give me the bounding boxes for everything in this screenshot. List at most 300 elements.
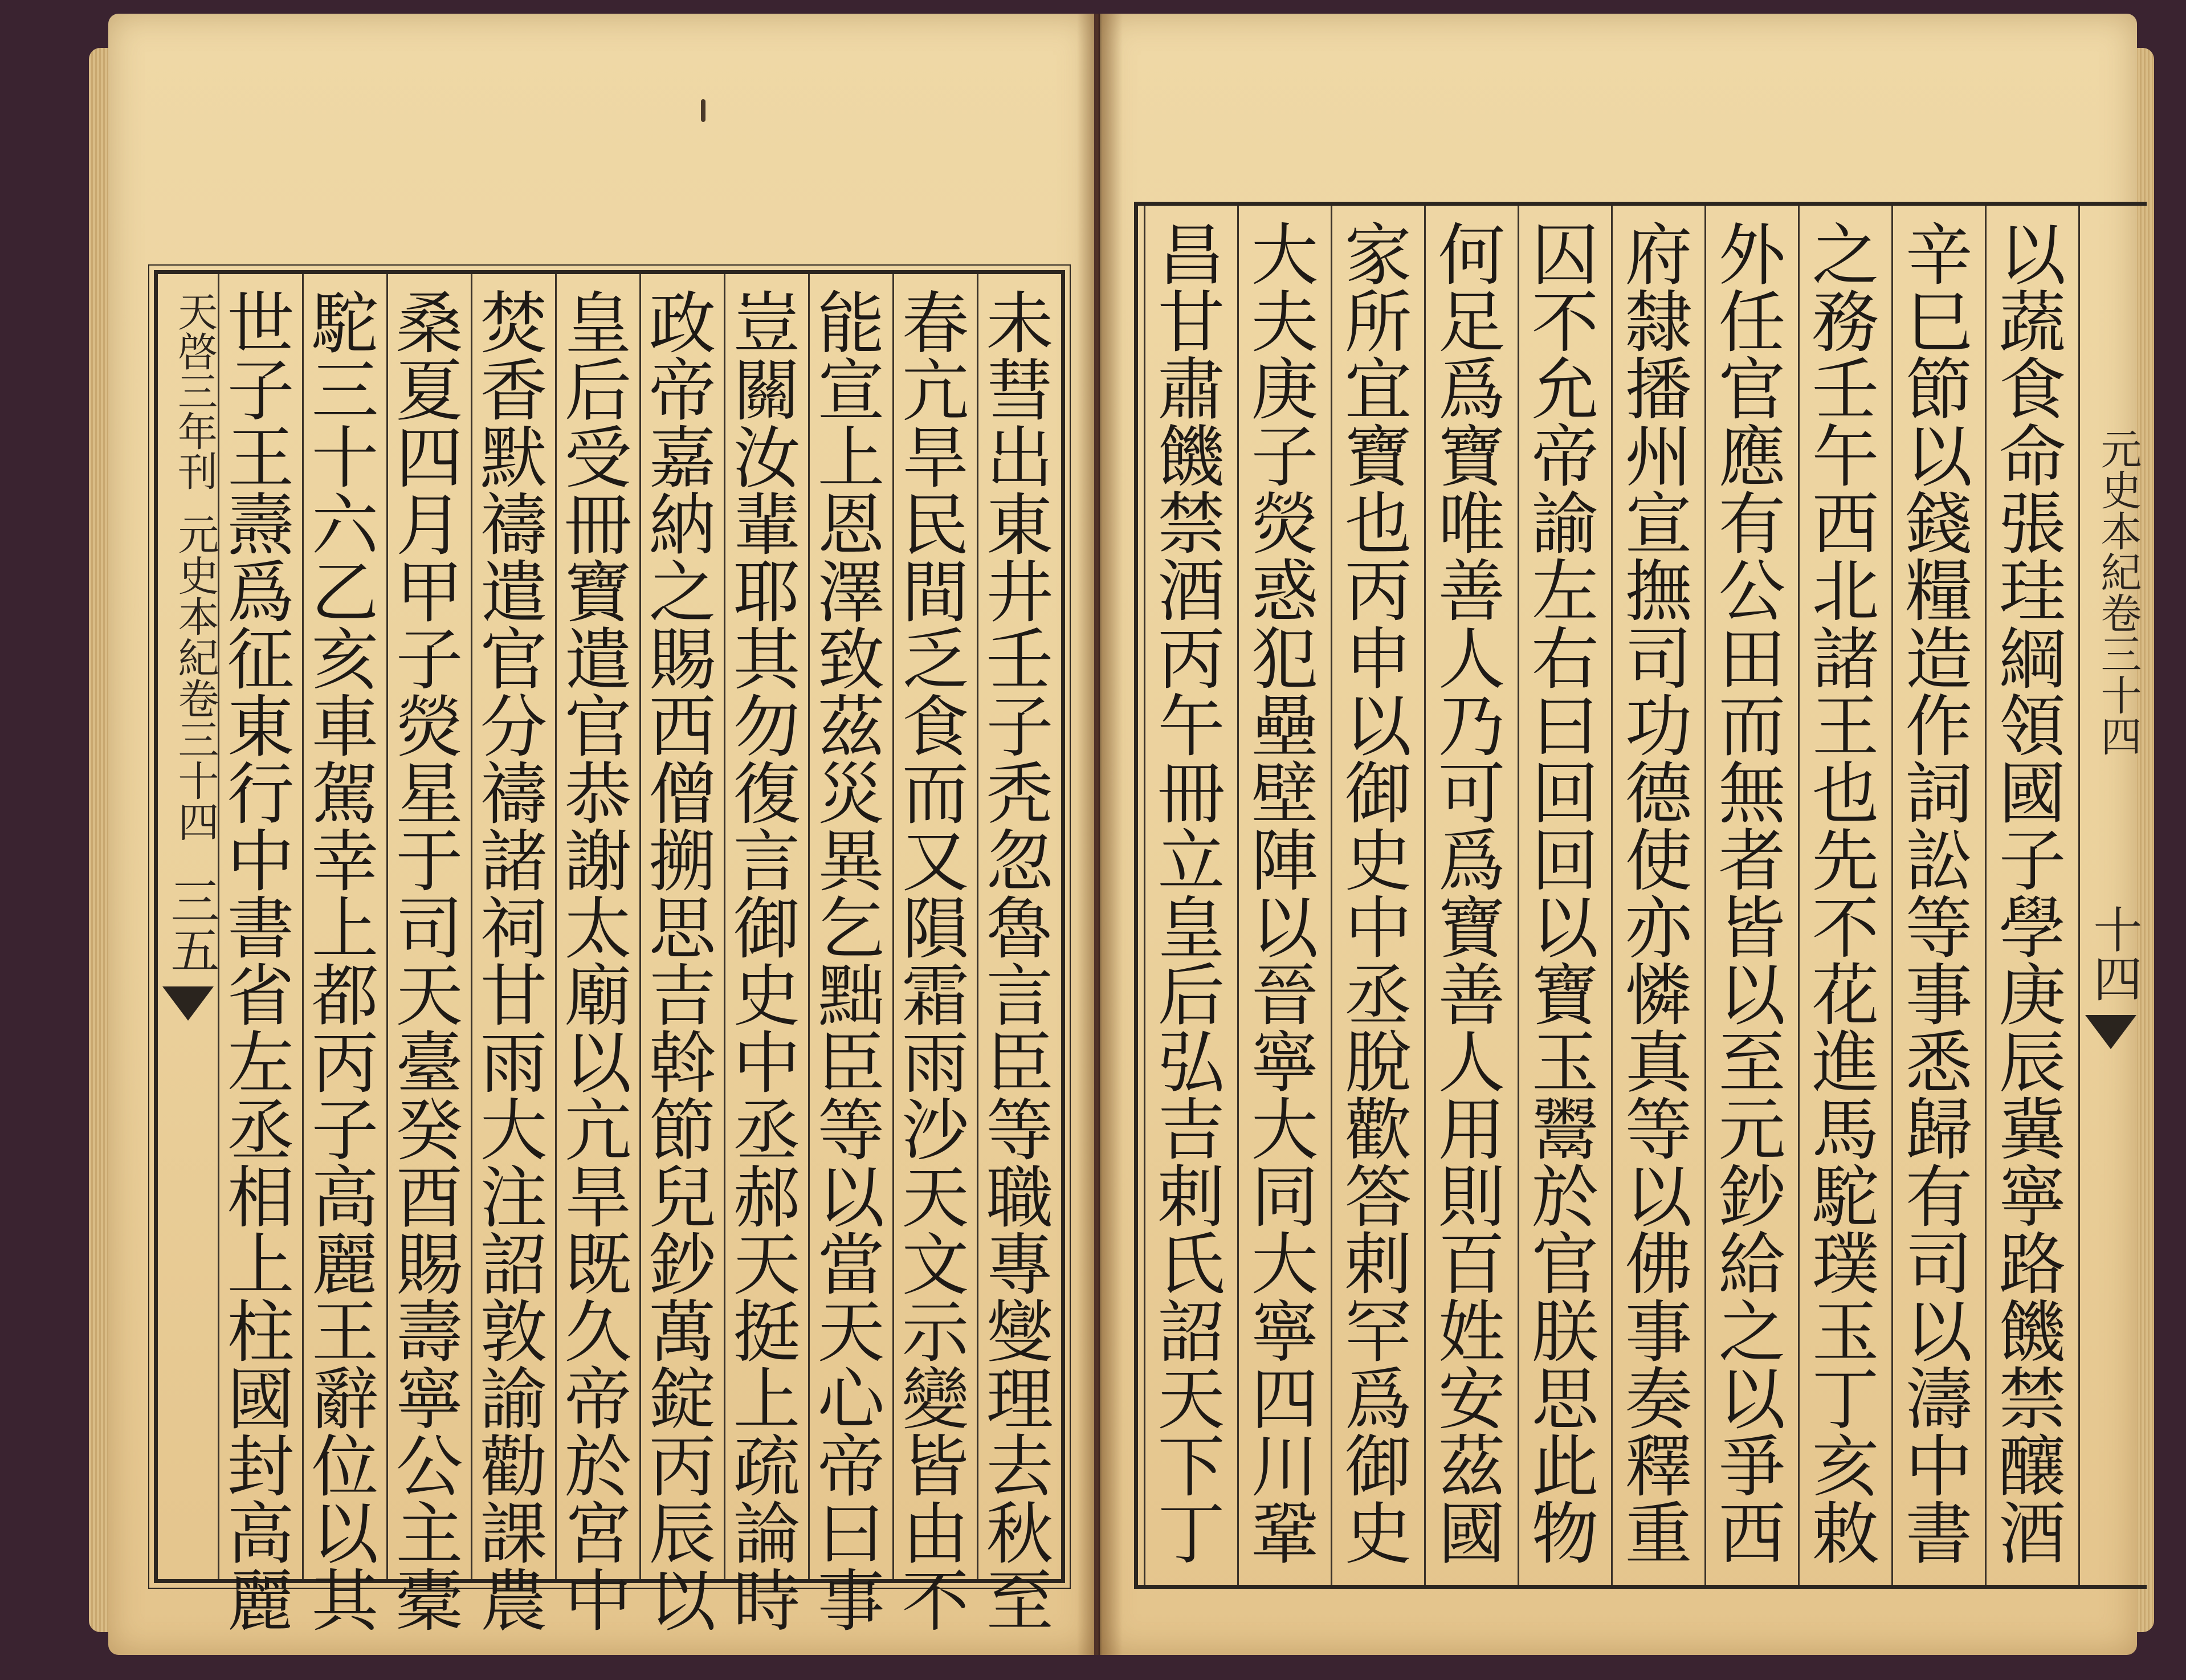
column-character: 麗: [227, 1562, 295, 1641]
book-gutter: [1077, 14, 1123, 1655]
column-character: 六: [311, 486, 379, 565]
column-character: 熒: [1251, 485, 1319, 564]
column-character: 功: [1625, 687, 1692, 766]
column-character: 何: [1438, 216, 1506, 295]
column-character: 分: [480, 688, 548, 766]
column-character: 壘: [1251, 687, 1319, 766]
column-character: 辭: [311, 1360, 379, 1439]
column-character: 饑: [1999, 1292, 2066, 1372]
column-character: 司: [395, 890, 463, 968]
column-character: 無: [1718, 754, 1786, 833]
column-character: 官: [1718, 350, 1786, 430]
column-character: 有: [1718, 485, 1786, 564]
column-character: 壬: [986, 621, 1054, 699]
column-character: 諭: [1531, 485, 1599, 564]
column-character: 先: [1812, 821, 1879, 900]
column-character: 天: [395, 957, 463, 1035]
column-character: 帝: [564, 1360, 632, 1439]
column-character: 史: [1344, 1494, 1412, 1573]
book-title-label: 元史本紀卷三十四: [2094, 428, 2142, 756]
column-character: 命: [1999, 418, 2066, 497]
column-character: 言: [986, 957, 1054, 1035]
column-character: 高: [227, 1495, 295, 1573]
leaf-number: 三五: [162, 876, 219, 974]
column-character: 燾: [227, 486, 295, 565]
column-character: 肅: [1157, 350, 1225, 430]
column-character: 寶: [564, 553, 632, 632]
column-character: 焚: [480, 284, 548, 363]
column-character: 夏: [395, 352, 463, 430]
column-character: 璞: [1812, 1225, 1879, 1304]
column-character: 以: [1999, 216, 2066, 295]
column-character: 行: [227, 755, 295, 834]
column-character: 主: [395, 1495, 463, 1573]
column-character: 帝: [1531, 418, 1599, 497]
column-character: 爲: [1344, 1360, 1412, 1439]
column-character: 右: [1531, 619, 1599, 699]
column-character: 冀: [1999, 1091, 2066, 1170]
column-character: 玉: [1531, 1024, 1599, 1103]
column-character: 雨: [902, 1024, 969, 1103]
column-character: 疏: [733, 1428, 801, 1506]
column-character: 王: [1812, 687, 1879, 766]
column-character: 則: [1438, 1158, 1506, 1237]
column-character: 井: [986, 553, 1054, 632]
column-character: 重: [1625, 1494, 1692, 1573]
column-character: 中: [1344, 888, 1412, 968]
column-character: 巳: [1905, 283, 1973, 362]
column-character: 十: [311, 419, 379, 498]
column-character: 后: [1157, 956, 1225, 1035]
column-character: 橐: [395, 1562, 463, 1641]
column-character: 丞: [733, 1091, 801, 1170]
text-column: [1891, 206, 1985, 1585]
column-character: 茲: [1438, 1427, 1506, 1506]
column-character: 冊: [1157, 754, 1225, 833]
column-character: 辰: [1999, 1024, 2066, 1103]
column-character: 文: [902, 1226, 969, 1304]
column-character: 四: [395, 419, 463, 498]
text-column: [386, 274, 471, 1641]
column-character: 御: [1344, 1427, 1412, 1506]
column-character: 鞏: [1251, 1494, 1319, 1573]
column-character: 州: [1625, 418, 1692, 497]
column-character: 歸: [1905, 1091, 1973, 1170]
column-character: 受: [564, 419, 632, 498]
column-character: 甘: [480, 957, 548, 1035]
column-character: 善: [1438, 552, 1506, 631]
column-character: 丁: [1812, 1360, 1879, 1439]
column-character: 天: [1157, 1360, 1225, 1439]
column-character: 玉: [1812, 1292, 1879, 1372]
column-character: 訟: [1905, 821, 1973, 900]
column-character: 之: [1718, 1292, 1786, 1372]
column-character: 以: [1531, 888, 1599, 968]
column-character: 糧: [1905, 552, 1973, 631]
column-character: 民: [902, 486, 969, 565]
column-character: 左: [1531, 552, 1599, 631]
column-character: 真: [1625, 1024, 1692, 1103]
column-character: 耶: [733, 553, 801, 632]
column-character: 領: [1999, 687, 2066, 766]
column-character: 可: [1438, 754, 1506, 833]
right-text-frame: [1134, 202, 2147, 1589]
ink-blot: [701, 99, 705, 122]
column-character: 剌: [1157, 1158, 1225, 1237]
column-character: 以: [1251, 888, 1319, 968]
column-character: 釀: [1999, 1427, 2066, 1506]
column-character: 郝: [733, 1159, 801, 1237]
column-character: 言: [733, 822, 801, 901]
column-character: 既: [564, 1226, 632, 1304]
column-character: 酉: [395, 1159, 463, 1237]
column-character: 以: [1625, 1158, 1692, 1237]
column-character: 災: [817, 755, 885, 834]
column-character: 甘: [1157, 283, 1225, 362]
column-character: 播: [1625, 350, 1692, 430]
column-character: 廟: [564, 957, 632, 1035]
column-character: 以: [1905, 1292, 1973, 1372]
column-character: 忽: [986, 822, 1054, 901]
column-character: 車: [311, 688, 379, 766]
column-character: 黜: [817, 957, 885, 1035]
column-character: 位: [311, 1428, 379, 1506]
column-character: 囚: [1531, 216, 1599, 295]
column-character: 冊: [564, 486, 632, 565]
column-character: 詞: [1905, 754, 1973, 833]
column-character: 庚: [1999, 956, 2066, 1035]
column-character: 作: [1905, 687, 1973, 766]
column-character: 恩: [817, 486, 885, 565]
column-character: 田: [1718, 619, 1786, 699]
column-character: 復: [733, 755, 801, 834]
column-character: 亢: [564, 1091, 632, 1170]
column-character: 駝: [1812, 1158, 1879, 1237]
column-character: 錠: [649, 1360, 716, 1439]
column-character: 爲: [1438, 821, 1506, 900]
column-character: 此: [1531, 1427, 1599, 1506]
column-character: 學: [1999, 888, 2066, 968]
column-character: 物: [1531, 1494, 1599, 1573]
text-column: [1985, 206, 2078, 1585]
column-character: 回: [1531, 754, 1599, 833]
column-character: 變: [902, 1360, 969, 1439]
column-character: 朕: [1531, 1292, 1599, 1372]
column-character: 麗: [311, 1226, 379, 1304]
column-character: 默: [480, 419, 548, 498]
column-character: 思: [649, 890, 716, 968]
column-character: 節: [1905, 350, 1973, 430]
column-character: 史: [1344, 821, 1412, 900]
column-character: 等: [817, 1091, 885, 1170]
column-character: 秃: [986, 755, 1054, 834]
column-character: 壬: [1812, 350, 1879, 430]
column-character: 外: [1718, 216, 1786, 295]
column-character: 爲: [1438, 350, 1506, 430]
column-character: 以: [649, 1562, 716, 1641]
column-character: 進: [1812, 1024, 1879, 1103]
column-character: 濤: [1905, 1360, 1973, 1439]
column-character: 熒: [395, 688, 463, 766]
text-column: [1704, 206, 1798, 1585]
column-character: 西: [1812, 485, 1879, 564]
column-character: 使: [1625, 821, 1692, 900]
column-character: 澤: [817, 553, 885, 632]
column-character: 搠: [649, 822, 716, 901]
column-character: 任: [1718, 283, 1786, 362]
column-character: 皆: [1718, 888, 1786, 968]
column-character: 宜: [1344, 350, 1412, 430]
column-character: 天: [902, 1159, 969, 1237]
column-character: 寧: [395, 1360, 463, 1439]
column-character: 東: [986, 486, 1054, 565]
column-character: 癸: [395, 1091, 463, 1170]
column-character: 桑: [395, 284, 463, 363]
column-character: 雨: [480, 1024, 548, 1103]
column-character: 駝: [311, 284, 379, 363]
column-character: 臣: [986, 1024, 1054, 1103]
column-character: 旱: [902, 419, 969, 498]
column-character: 鬻: [1531, 1091, 1599, 1170]
text-column: [1144, 206, 1237, 1585]
column-character: 其: [733, 621, 801, 699]
text-column: [1798, 206, 1891, 1585]
column-character: 惑: [1251, 552, 1319, 631]
column-character: 左: [227, 1024, 295, 1103]
text-column: [724, 274, 808, 1641]
column-character: 勿: [733, 688, 801, 766]
column-character: 曰: [1531, 687, 1599, 766]
column-character: 憐: [1625, 956, 1692, 1035]
column-character: 陣: [1251, 821, 1319, 900]
column-character: 國: [227, 1360, 295, 1439]
column-character: 賜: [395, 1226, 463, 1304]
column-character: 花: [1812, 956, 1879, 1035]
column-character: 敦: [480, 1293, 548, 1372]
column-character: 賜: [649, 621, 716, 699]
column-character: 書: [227, 890, 295, 968]
column-character: 元: [1718, 1091, 1786, 1170]
text-column: [555, 274, 639, 1641]
column-character: 諭: [480, 1360, 548, 1439]
right-page-margin: [2078, 206, 2141, 1585]
column-character: 中: [1905, 1427, 1973, 1506]
column-character: 宮: [564, 1495, 632, 1573]
column-character: 有: [1905, 1158, 1973, 1237]
column-character: 隸: [1625, 283, 1692, 362]
column-character: 大: [1251, 1091, 1319, 1170]
column-character: 三: [311, 352, 379, 430]
text-column: [1424, 206, 1518, 1585]
column-character: 至: [986, 1562, 1054, 1641]
column-character: 錢: [1905, 485, 1973, 564]
column-character: 寧: [1999, 1158, 2066, 1237]
column-character: 吉: [649, 957, 716, 1035]
column-character: 政: [649, 284, 716, 363]
text-column: [977, 274, 1061, 1641]
column-character: 答: [1344, 1158, 1412, 1237]
column-character: 不: [1531, 283, 1599, 362]
column-character: 思: [1531, 1360, 1599, 1439]
column-character: 御: [733, 890, 801, 968]
column-character: 輩: [733, 486, 801, 565]
column-character: 示: [902, 1293, 969, 1372]
column-character: 至: [1718, 1024, 1786, 1103]
column-character: 以: [1905, 418, 1973, 497]
open-book: [108, 14, 2142, 1666]
column-character: 丙: [1157, 619, 1225, 699]
column-character: 乞: [817, 890, 885, 968]
text-column: [639, 274, 724, 1641]
column-character: 當: [817, 1226, 885, 1304]
column-character: 注: [480, 1159, 548, 1237]
column-character: 臺: [395, 1024, 463, 1103]
column-character: 北: [1812, 552, 1879, 631]
column-character: 丁: [1157, 1494, 1225, 1573]
column-character: 農: [480, 1562, 548, 1641]
column-character: 皆: [902, 1428, 969, 1506]
column-character: 司: [1625, 619, 1692, 699]
column-character: 丞: [227, 1091, 295, 1170]
column-character: 百: [1438, 1225, 1506, 1304]
column-character: 官: [480, 621, 548, 699]
column-character: 德: [1625, 754, 1692, 833]
column-character: 宣: [817, 352, 885, 430]
column-character: 詔: [480, 1226, 548, 1304]
column-character: 寶: [1344, 418, 1412, 497]
column-character: 祠: [480, 890, 548, 968]
column-character: 家: [1344, 216, 1412, 295]
column-character: 安: [1438, 1360, 1506, 1439]
column-character: 而: [1718, 687, 1786, 766]
column-character: 又: [902, 822, 969, 901]
column-character: 爭: [1718, 1427, 1786, 1506]
column-character: 遣: [480, 553, 548, 632]
column-character: 也: [1344, 485, 1412, 564]
column-character: 禁: [1157, 485, 1225, 564]
column-character: 事: [1905, 956, 1973, 1035]
column-character: 皇: [564, 284, 632, 363]
text-column: [471, 274, 555, 1641]
column-character: 川: [1251, 1427, 1319, 1506]
column-character: 罕: [1344, 1292, 1412, 1372]
column-character: 曰: [817, 1495, 885, 1573]
column-character: 於: [1531, 1158, 1599, 1237]
column-character: 午: [1157, 687, 1225, 766]
text-column: [1611, 206, 1704, 1585]
column-character: 敕: [1812, 1494, 1879, 1573]
column-character: 撫: [1625, 552, 1692, 631]
column-character: 夫: [1251, 283, 1319, 362]
column-character: 子: [227, 352, 295, 430]
column-character: 以: [311, 1495, 379, 1573]
column-character: 子: [986, 688, 1054, 766]
column-character: 大: [1251, 216, 1319, 295]
column-character: 甲: [395, 553, 463, 632]
column-character: 由: [902, 1495, 969, 1573]
column-character: 心: [817, 1360, 885, 1439]
column-character: 公: [395, 1428, 463, 1506]
column-character: 諸: [480, 822, 548, 901]
column-character: 勸: [480, 1428, 548, 1506]
column-character: 珪: [1999, 552, 2066, 631]
fishtail-mark: [2085, 1015, 2136, 1049]
column-character: 香: [480, 352, 548, 430]
column-character: 秋: [986, 1495, 1054, 1573]
column-character: 亢: [902, 352, 969, 430]
column-character: 天: [817, 1293, 885, 1372]
column-character: 於: [564, 1428, 632, 1506]
column-character: 王: [227, 419, 295, 498]
column-character: 蔬: [1999, 283, 2066, 362]
column-character: 汝: [733, 419, 801, 498]
column-character: 彗: [986, 352, 1054, 430]
column-character: 綱: [1999, 619, 2066, 699]
column-character: 晉: [1251, 956, 1319, 1035]
column-character: 沙: [902, 1091, 969, 1170]
column-character: 后: [564, 352, 632, 430]
column-character: 唯: [1438, 485, 1506, 564]
column-character: 鈔: [649, 1226, 716, 1304]
column-character: 亦: [1625, 888, 1692, 968]
column-character: 中: [733, 1024, 801, 1103]
column-character: 東: [227, 688, 295, 766]
right-page: [1100, 14, 2142, 1655]
column-character: 以: [1718, 1360, 1786, 1439]
column-character: 幸: [311, 822, 379, 901]
column-character: 立: [1157, 821, 1225, 900]
column-character: 月: [395, 486, 463, 565]
column-character: 恭: [564, 755, 632, 834]
column-character: 省: [227, 957, 295, 1035]
column-character: 間: [902, 553, 969, 632]
column-character: 節: [649, 1091, 716, 1170]
column-character: 丙: [649, 1428, 716, 1506]
column-character: 史: [733, 957, 801, 1035]
column-character: 星: [395, 755, 463, 834]
column-character: 氏: [1157, 1225, 1225, 1304]
column-character: 府: [1625, 216, 1692, 295]
column-character: 也: [1812, 754, 1879, 833]
column-character: 寧: [1251, 1024, 1319, 1103]
column-character: 魯: [986, 890, 1054, 968]
column-character: 關: [733, 352, 801, 430]
column-character: 封: [227, 1428, 295, 1506]
column-character: 國: [1999, 754, 2066, 833]
column-character: 乙: [311, 553, 379, 632]
column-character: 庚: [1251, 350, 1319, 430]
column-character: 禁: [1999, 1360, 2066, 1439]
column-character: 之: [649, 553, 716, 632]
column-character: 斡: [649, 1024, 716, 1103]
column-character: 官: [564, 688, 632, 766]
column-character: 禱: [480, 486, 548, 565]
column-character: 食: [902, 688, 969, 766]
column-character: 禱: [480, 755, 548, 834]
column-character: 事: [1625, 1292, 1692, 1372]
column-character: 燮: [986, 1293, 1054, 1372]
column-character: 乃: [1438, 687, 1506, 766]
column-character: 應: [1718, 418, 1786, 497]
column-character: 姓: [1438, 1292, 1506, 1372]
text-column: [1331, 206, 1424, 1585]
column-character: 下: [1157, 1427, 1225, 1506]
column-character: 午: [1812, 418, 1879, 497]
column-character: 奏: [1625, 1360, 1692, 1439]
column-character: 寶: [1438, 418, 1506, 497]
text-column: [808, 274, 892, 1641]
column-character: 上: [311, 890, 379, 968]
